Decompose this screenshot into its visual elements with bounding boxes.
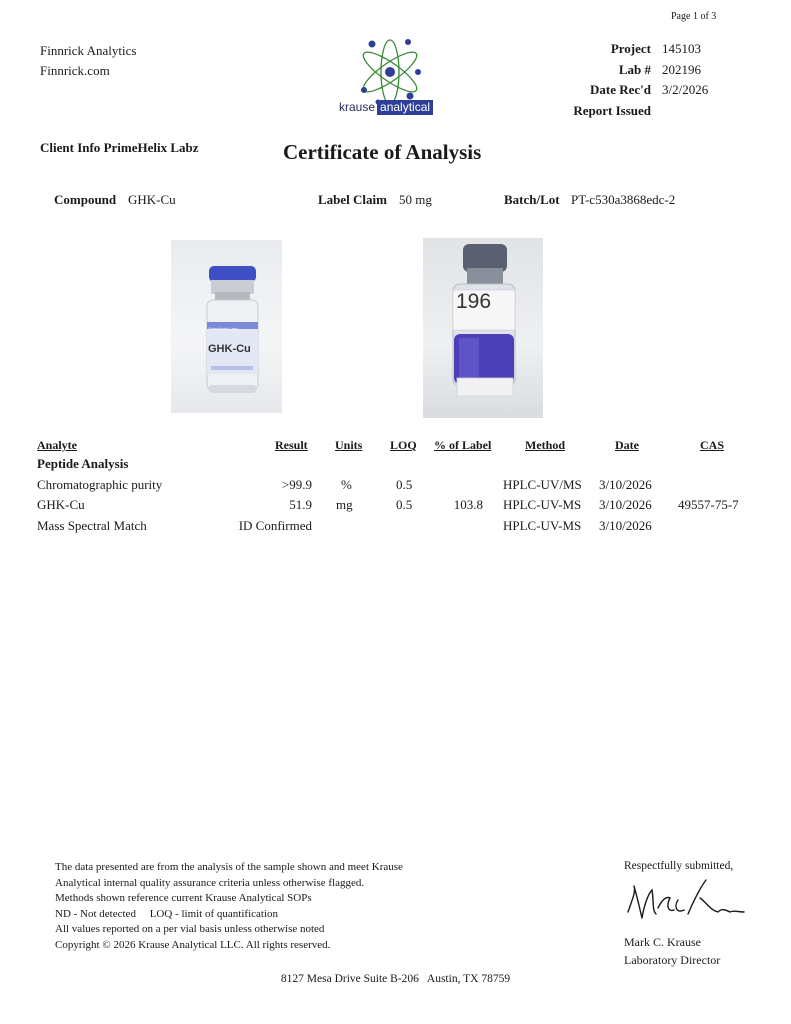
col-result-header: Result — [275, 438, 308, 452]
logo-word: krause — [339, 100, 376, 114]
note-line: All values reported on a per vial basis unless otherwise noted — [55, 923, 325, 935]
date-received-label: Date Rec'd — [589, 82, 651, 97]
row-date: 3/10/2026 — [599, 518, 652, 533]
handwritten-signature — [622, 870, 750, 930]
batch-label: Batch/Lot — [504, 192, 560, 207]
row-result: ID Confirmed — [238, 518, 312, 533]
note-line: Analytical internal quality assurance criteria unless otherwise flagged. — [55, 876, 365, 889]
compound-label: Compound — [54, 192, 117, 207]
vial-front-photo — [171, 240, 282, 413]
lab-label: Lab # — [618, 62, 651, 77]
row-result: 51.9 — [289, 497, 312, 512]
vial-label-text: GHK-Cu — [208, 343, 251, 355]
project-label: Project — [610, 41, 651, 56]
report-issued-label: Report Issued — [573, 103, 651, 118]
row-units: % — [341, 477, 352, 492]
label-claim-value: 50 mg — [399, 192, 432, 207]
client-info — [40, 140, 199, 156]
col-loq-header: LOQ — [390, 438, 417, 452]
client-name: PrimeHelix Labz — [103, 140, 199, 155]
vial-sticker-photo — [423, 238, 543, 418]
note-line: The data presented are from the analysis of the sample shown and meet Krause — [55, 861, 403, 873]
issuer-block — [40, 41, 136, 81]
footer-notes — [55, 860, 403, 953]
compound-value: GHK-Cu — [128, 192, 176, 207]
row-date: 3/10/2026 — [599, 477, 652, 492]
col-analyte-header: Analyte — [37, 438, 77, 452]
row-method: HPLC-UV/MS — [503, 477, 582, 492]
vial-brand-text: PrimeHelix Labz — [209, 326, 239, 331]
issuer-name: Finnrick Analytics — [40, 43, 137, 58]
row-analyte: GHK-Cu — [37, 497, 85, 512]
lab-value: 202196 — [662, 62, 701, 77]
col-units-header: Units — [335, 438, 363, 452]
closing-text: Respectfully submitted, — [624, 860, 734, 872]
page-number: Page 1 of 3 — [671, 11, 717, 22]
client-label: Client Info — [40, 140, 101, 155]
row-loq: 0.5 — [396, 497, 413, 512]
logo-wordmark — [339, 100, 433, 114]
signer-role: Laboratory Director — [624, 953, 721, 967]
row-pct: 103.8 — [453, 497, 483, 512]
signer-name: Mark C. Krause — [624, 935, 701, 949]
row-analyte: Mass Spectral Match — [37, 518, 147, 533]
vial-sticker-image — [423, 238, 543, 418]
lab-address: 8127 Mesa Drive Suite B-206 Austin, TX 78759 — [280, 973, 511, 985]
row-units: mg — [336, 497, 353, 512]
row-method: HPLC-UV-MS — [503, 518, 582, 533]
section-heading: Peptide Analysis — [37, 456, 129, 471]
project-value: 145103 — [662, 41, 701, 56]
note-line: ND - Not detected LOQ - limit of quantification — [55, 907, 278, 920]
row-loq: 0.5 — [396, 477, 413, 492]
row-date: 3/10/2026 — [599, 497, 652, 512]
issuer-website: Finnrick.com — [40, 63, 110, 78]
note-line: Copyright © 2026 Krause Analytical LLC. All rights reserved. — [55, 938, 331, 951]
col-method-header: Method — [525, 438, 565, 452]
row-result: >99.9 — [281, 477, 312, 492]
col-pct-label-header: % of Label — [434, 438, 492, 452]
row-method: HPLC-UV-MS — [503, 497, 582, 512]
label-claim-label: Label Claim — [318, 192, 387, 207]
col-cas-header: CAS — [700, 438, 725, 452]
row-cas: 49557-75-7 — [678, 497, 739, 512]
logo-highlight: analytical — [377, 100, 433, 115]
col-date-header: Date — [615, 438, 639, 452]
signer-block — [624, 933, 720, 969]
date-received-value: 3/2/2026 — [662, 82, 709, 97]
lab-sticker-number: 196 — [456, 290, 492, 313]
row-analyte: Chromatographic purity — [37, 477, 163, 492]
note-line: Methods shown reference current Krause Analytical SOPs — [55, 892, 312, 904]
batch-value: PT-c530a3868edc-2 — [571, 192, 676, 207]
document-title: Certificate of Analysis — [283, 140, 482, 164]
